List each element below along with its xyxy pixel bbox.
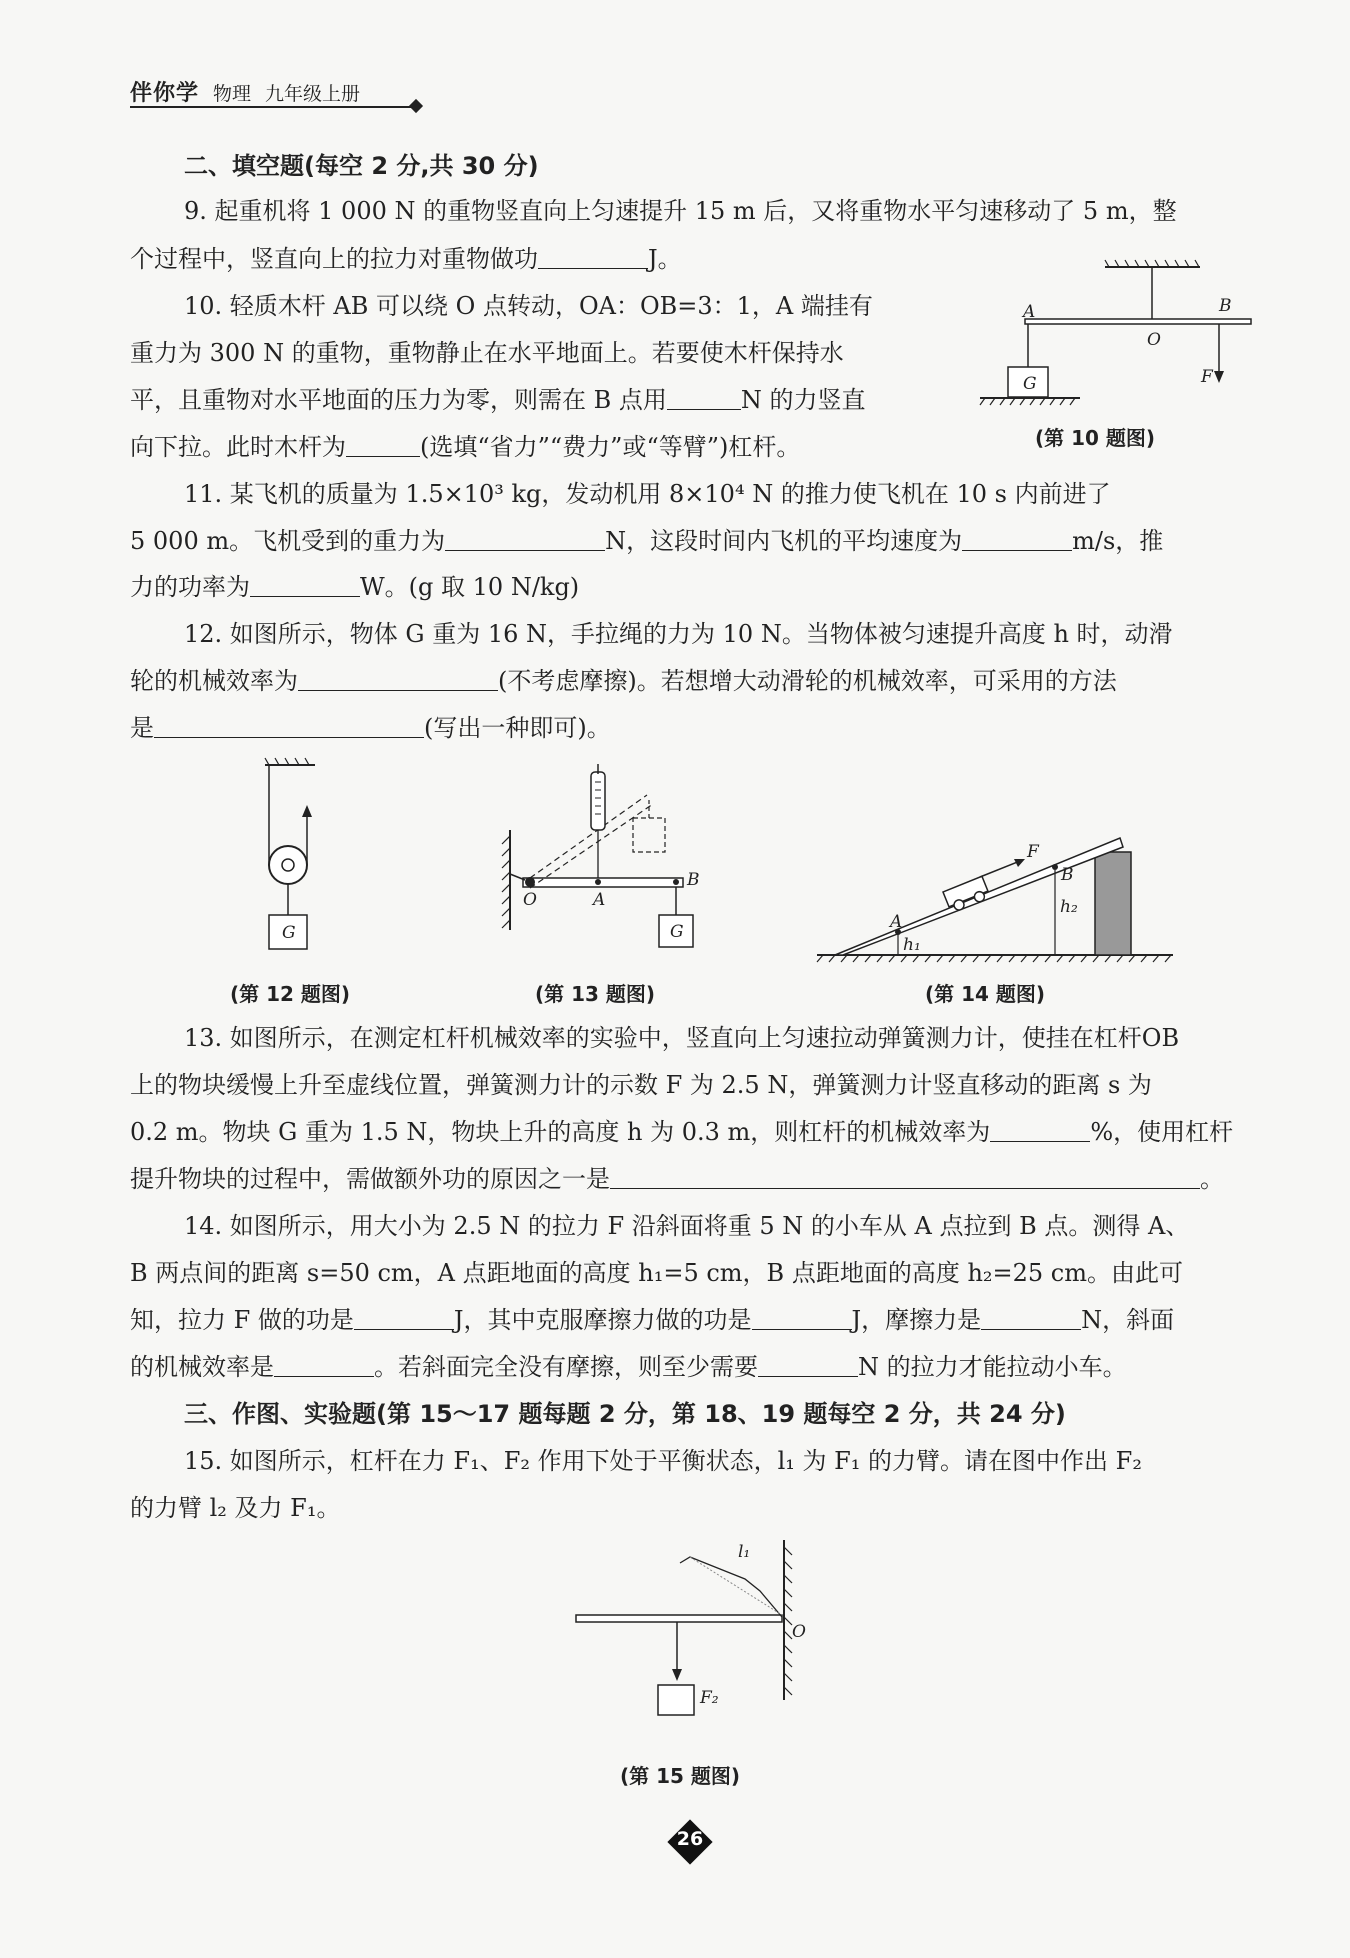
label-O: O: [523, 890, 537, 910]
label-F: F: [1027, 842, 1039, 862]
answer-blank[interactable]: [298, 666, 498, 691]
figure-12-caption: (第 12 题图): [230, 982, 351, 1006]
answer-blank[interactable]: [538, 244, 648, 269]
label-O: O: [1147, 330, 1161, 350]
brand-name: 伴你学: [130, 81, 200, 106]
question-14-line: B 两点间的距离 s=50 cm，A 点距地面的高度 h₁=5 cm，B 点距地面的高度 h₂=25 cm。由此可: [130, 1259, 1184, 1287]
page-header: [130, 76, 420, 110]
question-15-line: 15. 如图所示，杠杆在力 F₁、F₂ 作用下处于平衡状态，l₁ 为 F₁ 的力臂。请在图中作出 F₂: [184, 1447, 1142, 1475]
question-11-line: 11. 某飞机的质量为 1.5×10³ kg，发动机用 8×10⁴ N 的推力使飞机在 10 s 内前进了: [184, 480, 1111, 508]
section-title: 二、填空题(每空 2 分,共 30 分): [184, 152, 539, 180]
header-rule: [130, 106, 415, 108]
header-diamond-icon: [409, 99, 423, 113]
answer-blank[interactable]: [346, 432, 420, 457]
label-F: F: [1201, 367, 1213, 387]
answer-blank[interactable]: [445, 526, 605, 551]
answer-blank[interactable]: [962, 526, 1072, 551]
question-10-line: 向下拉。此时木杆为 (选填“省力”“费力”或“等臂”)杠杆。: [130, 433, 801, 461]
question-9-line: 个过程中，竖直向上的拉力对重物做功 J。: [130, 245, 682, 273]
page-number: 26: [676, 1828, 704, 1850]
answer-blank[interactable]: [758, 1352, 858, 1377]
answer-blank[interactable]: [981, 1305, 1081, 1330]
question-10-line: 10. 轻质木杆 AB 可以绕 O 点转动，OA：OB=3：1，A 端挂有: [184, 292, 873, 320]
figure-10-lever-diagram: [975, 255, 1255, 415]
answer-blank[interactable]: [354, 1305, 454, 1330]
label-A: A: [1023, 302, 1036, 322]
answer-blank[interactable]: [752, 1305, 852, 1330]
answer-blank[interactable]: [610, 1164, 1200, 1189]
answer-blank[interactable]: [990, 1117, 1090, 1142]
question-14-line: 知，拉力 F 做的功是 J，其中克服摩擦力做的功是 J，摩擦力是 N，斜面: [130, 1306, 1175, 1334]
figure-13-lever-experiment: [495, 760, 710, 970]
figure-10-caption: (第 10 题图): [1035, 426, 1156, 450]
label-h2: h₂: [1060, 897, 1078, 917]
figure-14-incline-diagram: [815, 830, 1175, 970]
label-G: G: [1023, 374, 1037, 394]
label-B: B: [1219, 296, 1232, 316]
label-O: O: [792, 1622, 806, 1642]
label-B: B: [687, 870, 700, 890]
label-A: A: [593, 890, 606, 910]
answer-blank[interactable]: [250, 572, 360, 597]
question-13-line: 0.2 m。物块 G 重为 1.5 N，物块上升的高度 h 为 0.3 m，则杠杆的机械效率为 %，使用杠杆: [130, 1118, 1234, 1146]
question-10-line: 平，且重物对水平地面的压力为零，则需在 B 点用 N 的力竖直: [130, 386, 866, 414]
figure-15-caption: (第 15 题图): [620, 1764, 741, 1788]
label-A: A: [890, 912, 903, 932]
figure-14-caption: (第 14 题图): [925, 982, 1046, 1006]
page-number-badge: [670, 1822, 710, 1862]
question-13-line: 提升物块的过程中，需做额外功的原因之一是 。: [130, 1165, 1224, 1193]
question-13-line: 13. 如图所示，在测定杠杆机械效率的实验中，竖直向上匀速拉动弹簧测力计，使挂在杠杆OB: [184, 1024, 1180, 1052]
question-12-line: 是 (写出一种即可)。: [130, 714, 611, 742]
label-h1: h₁: [903, 935, 921, 955]
question-11-line: 5 000 m。飞机受到的重力为 N，这段时间内飞机的平均速度为 m/s，推: [130, 527, 1164, 555]
label-G: G: [282, 923, 296, 943]
question-9-line: 9. 起重机将 1 000 N 的重物竖直向上匀速提升 15 m 后，又将重物水平匀速移动了 5 m，整: [184, 197, 1177, 225]
question-14-line: 14. 如图所示，用大小为 2.5 N 的拉力 F 沿斜面将重 5 N 的小车从 A 点拉到 B 点。测得 A、: [184, 1212, 1190, 1240]
answer-blank[interactable]: [274, 1352, 374, 1377]
label-G: G: [670, 922, 684, 942]
grade-label: 九年级上册: [265, 83, 361, 105]
figure-13-caption: (第 13 题图): [535, 982, 656, 1006]
label-F2: F₂: [700, 1688, 719, 1708]
question-15-line: 的力臂 l₂ 及力 F₁。: [130, 1494, 341, 1522]
label-l1: l₁: [738, 1542, 751, 1562]
subject-label: 物理: [213, 83, 252, 105]
question-12-line: 轮的机械效率为 (不考虑摩擦)。若想增大动滑轮的机械效率，可采用的方法: [130, 667, 1117, 695]
question-10-line: 重力为 300 N 的重物，重物静止在水平地面上。若要使木杆保持水: [130, 339, 844, 367]
section-title: 三、作图、实验题(第 15～17 题每题 2 分，第 18、19 题每空 2 分，共 24 分): [184, 1400, 1066, 1428]
question-14-line: 的机械效率是 。若斜面完全没有摩擦，则至少需要 N 的拉力才能拉动小车。: [130, 1353, 1127, 1381]
figure-15-lever-drawing: [570, 1535, 830, 1735]
question-13-line: 上的物块缓慢上升至虚线位置，弹簧测力计的示数 F 为 2.5 N，弹簧测力计竖直移动的距离 s 为: [130, 1071, 1152, 1099]
question-12-line: 12. 如图所示，物体 G 重为 16 N，手拉绳的力为 10 N。当物体被匀速提升高度 h 时，动滑: [184, 620, 1173, 648]
answer-blank[interactable]: [154, 713, 424, 738]
figure-12-pulley-diagram: [255, 755, 355, 960]
label-B: B: [1061, 865, 1074, 885]
question-11-line: 力的功率为 W。(g 取 10 N/kg): [130, 573, 580, 601]
answer-blank[interactable]: [667, 385, 741, 410]
